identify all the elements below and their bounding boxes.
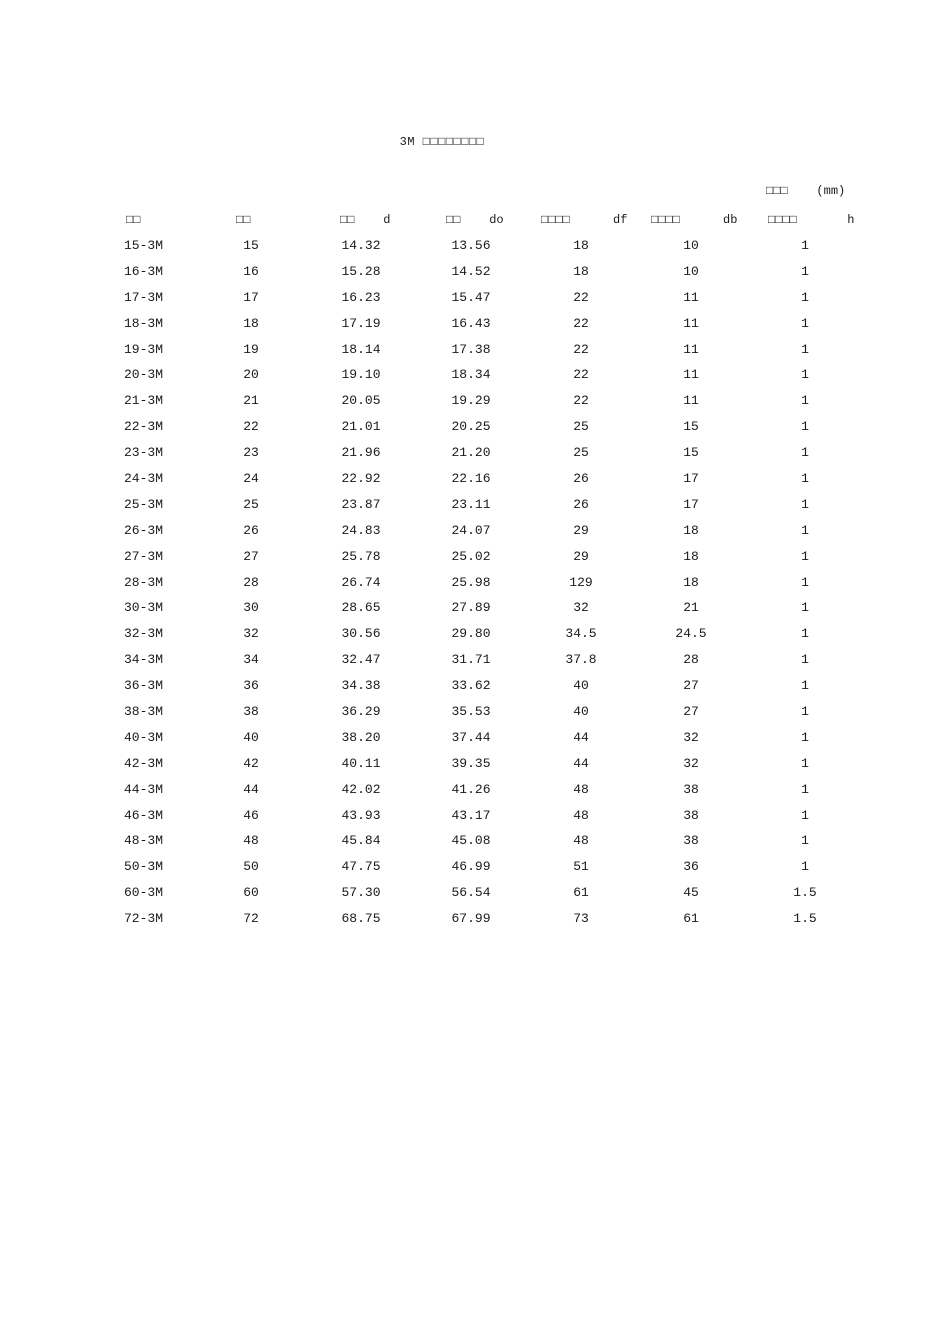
cell-flange-diameter: 22 (573, 341, 589, 357)
header-flange-diameter-symbol: df (613, 213, 628, 227)
cell-outer-diameter: 37.44 (451, 729, 491, 745)
cell-hub-diameter: 18 (683, 548, 699, 564)
cell-outer-diameter: 31.71 (451, 652, 491, 668)
cell-flange-thickness: 1 (801, 341, 809, 357)
cell-teeth: 17 (243, 289, 259, 305)
cell-hub-diameter: 27 (683, 678, 699, 694)
cell-flange-thickness: 1 (801, 859, 809, 875)
cell-flange-thickness: 1 (801, 367, 809, 383)
cell-model: 26-3M (124, 522, 164, 538)
cell-flange-thickness: 1 (801, 238, 809, 253)
cell-outer-diameter: 35.53 (451, 704, 491, 720)
table-row (0, 726, 950, 752)
cell-flange-thickness: 1 (801, 678, 809, 694)
table-row (0, 312, 950, 338)
table-row (0, 571, 950, 597)
cell-teeth: 20 (243, 367, 259, 383)
cell-model: 27-3M (124, 548, 164, 564)
cell-outer-diameter: 29.80 (451, 626, 491, 642)
cell-hub-diameter: 11 (683, 367, 699, 383)
cell-model: 20-3M (124, 367, 164, 383)
table-row (0, 674, 950, 700)
cell-hub-diameter: 17 (683, 471, 699, 487)
cell-hub-diameter: 38 (683, 807, 699, 823)
cell-flange-thickness: 1 (801, 471, 809, 487)
cell-teeth: 19 (243, 341, 259, 357)
cell-pitch-diameter: 40.11 (341, 755, 381, 771)
cell-flange-diameter: 48 (573, 833, 589, 849)
cell-teeth: 25 (243, 496, 259, 512)
cell-hub-diameter: 36 (683, 859, 699, 875)
cell-flange-thickness: 1 (801, 548, 809, 564)
cell-flange-thickness: 1 (801, 755, 809, 771)
cell-hub-diameter: 15 (683, 445, 699, 461)
document-title: 3M □□□□□□□□ (399, 135, 485, 149)
cell-model: 19-3M (124, 341, 164, 357)
cell-flange-thickness: 1 (801, 315, 809, 331)
cell-flange-thickness: 1.5 (793, 885, 817, 901)
cell-outer-diameter: 21.20 (451, 445, 491, 461)
cell-flange-thickness: 1 (801, 496, 809, 512)
cell-teeth: 28 (243, 574, 259, 590)
cell-outer-diameter: 41.26 (451, 781, 491, 797)
cell-outer-diameter: 19.29 (451, 393, 491, 409)
cell-hub-diameter: 45 (683, 885, 699, 901)
cell-hub-diameter: 21 (683, 600, 699, 616)
cell-teeth: 22 (243, 419, 259, 435)
cell-outer-diameter: 25.98 (451, 574, 491, 590)
cell-model: 46-3M (124, 807, 164, 823)
cell-pitch-diameter: 42.02 (341, 781, 381, 797)
cell-pitch-diameter: 23.87 (341, 496, 381, 512)
cell-teeth: 26 (243, 522, 259, 538)
cell-teeth: 48 (243, 833, 259, 849)
table-row (0, 286, 950, 312)
cell-outer-diameter: 27.89 (451, 600, 491, 616)
cell-flange-thickness: 1 (801, 652, 809, 668)
cell-model: 18-3M (124, 315, 164, 331)
cell-teeth: 36 (243, 678, 259, 694)
cell-model: 22-3M (124, 419, 164, 435)
header-hub-diameter-label: □□□□ (651, 213, 680, 227)
cell-hub-diameter: 11 (683, 393, 699, 409)
cell-pitch-diameter: 18.14 (341, 341, 381, 357)
cell-teeth: 15 (243, 238, 259, 253)
cell-outer-diameter: 17.38 (451, 341, 491, 357)
cell-flange-diameter: 48 (573, 807, 589, 823)
cell-pitch-diameter: 30.56 (341, 626, 381, 642)
unit-value: (mm) (816, 184, 846, 198)
cell-hub-diameter: 28 (683, 652, 699, 668)
cell-flange-diameter: 26 (573, 496, 589, 512)
header-teeth (236, 213, 250, 227)
cell-pitch-diameter: 45.84 (341, 833, 381, 849)
cell-hub-diameter: 18 (683, 522, 699, 538)
cell-flange-diameter: 29 (573, 522, 589, 538)
cell-flange-thickness: 1 (801, 600, 809, 616)
table-row (0, 778, 950, 804)
header-model (126, 213, 140, 227)
cell-flange-thickness: 1 (801, 419, 809, 435)
cell-flange-diameter: 129 (569, 574, 593, 590)
unit-note (766, 184, 845, 198)
cell-teeth: 46 (243, 807, 259, 823)
cell-teeth: 34 (243, 652, 259, 668)
cell-pitch-diameter: 24.83 (341, 522, 381, 538)
cell-flange-diameter: 22 (573, 315, 589, 331)
cell-outer-diameter: 39.35 (451, 755, 491, 771)
cell-hub-diameter: 32 (683, 729, 699, 745)
cell-hub-diameter: 10 (683, 238, 699, 253)
cell-flange-thickness: 1 (801, 704, 809, 720)
cell-flange-diameter: 51 (573, 859, 589, 875)
cell-pitch-diameter: 57.30 (341, 885, 381, 901)
cell-flange-thickness: 1 (801, 807, 809, 823)
cell-model: 44-3M (124, 781, 164, 797)
cell-outer-diameter: 15.47 (451, 289, 491, 305)
cell-outer-diameter: 16.43 (451, 315, 491, 331)
cell-pitch-diameter: 34.38 (341, 678, 381, 694)
cell-flange-thickness: 1 (801, 626, 809, 642)
cell-flange-diameter: 22 (573, 393, 589, 409)
cell-flange-thickness: 1 (801, 289, 809, 305)
cell-flange-diameter: 40 (573, 678, 589, 694)
cell-model: 50-3M (124, 859, 164, 875)
cell-pitch-diameter: 26.74 (341, 574, 381, 590)
cell-hub-diameter: 11 (683, 341, 699, 357)
cell-outer-diameter: 22.16 (451, 471, 491, 487)
cell-outer-diameter: 14.52 (451, 263, 491, 279)
table-row (0, 441, 950, 467)
cell-outer-diameter: 24.07 (451, 522, 491, 538)
cell-pitch-diameter: 17.19 (341, 315, 381, 331)
cell-teeth: 72 (243, 911, 259, 927)
cell-model: 28-3M (124, 574, 164, 590)
cell-outer-diameter: 18.34 (451, 367, 491, 383)
header-teeth-label: □□ (236, 213, 251, 227)
cell-flange-diameter: 29 (573, 548, 589, 564)
cell-pitch-diameter: 14.32 (341, 238, 381, 253)
cell-flange-diameter: 37.8 (565, 652, 597, 668)
table-row (0, 234, 950, 260)
header-outer-diameter (446, 213, 504, 227)
cell-flange-diameter: 22 (573, 367, 589, 383)
cell-teeth: 60 (243, 885, 259, 901)
cell-model: 25-3M (124, 496, 164, 512)
table-row (0, 829, 950, 855)
cell-model: 21-3M (124, 393, 164, 409)
cell-hub-diameter: 24.5 (675, 626, 707, 642)
cell-teeth: 23 (243, 445, 259, 461)
cell-flange-diameter: 44 (573, 755, 589, 771)
cell-model: 42-3M (124, 755, 164, 771)
cell-pitch-diameter: 68.75 (341, 911, 381, 927)
cell-model: 30-3M (124, 600, 164, 616)
table-row (0, 545, 950, 571)
cell-hub-diameter: 61 (683, 911, 699, 927)
table-row (0, 596, 950, 622)
header-pitch-diameter (340, 213, 390, 227)
cell-flange-diameter: 48 (573, 781, 589, 797)
cell-pitch-diameter: 15.28 (341, 263, 381, 279)
header-flange-diameter-label: □□□□ (541, 213, 570, 227)
cell-model: 32-3M (124, 626, 164, 642)
cell-teeth: 27 (243, 548, 259, 564)
cell-model: 34-3M (124, 652, 164, 668)
cell-flange-thickness: 1 (801, 445, 809, 461)
cell-outer-diameter: 43.17 (451, 807, 491, 823)
cell-outer-diameter: 67.99 (451, 911, 491, 927)
cell-model: 17-3M (124, 289, 164, 305)
cell-flange-diameter: 25 (573, 419, 589, 435)
unit-label: □□□ (766, 184, 788, 198)
cell-flange-diameter: 34.5 (565, 626, 597, 642)
cell-teeth: 44 (243, 781, 259, 797)
cell-model: 23-3M (124, 445, 164, 461)
cell-hub-diameter: 27 (683, 704, 699, 720)
table-row (0, 493, 950, 519)
cell-outer-diameter: 20.25 (451, 419, 491, 435)
cell-flange-thickness: 1 (801, 729, 809, 745)
cell-pitch-diameter: 28.65 (341, 600, 381, 616)
cell-hub-diameter: 32 (683, 755, 699, 771)
cell-hub-diameter: 11 (683, 289, 699, 305)
cell-hub-diameter: 18 (683, 574, 699, 590)
cell-outer-diameter: 56.54 (451, 885, 491, 901)
table-row (0, 622, 950, 648)
cell-model: 15-3M (124, 238, 164, 253)
table-row (0, 467, 950, 493)
cell-hub-diameter: 38 (683, 833, 699, 849)
header-hub-diameter (651, 213, 737, 227)
cell-hub-diameter: 15 (683, 419, 699, 435)
cell-teeth: 40 (243, 729, 259, 745)
cell-pitch-diameter: 21.01 (341, 419, 381, 435)
cell-teeth: 16 (243, 263, 259, 279)
cell-pitch-diameter: 22.92 (341, 471, 381, 487)
cell-model: 60-3M (124, 885, 164, 901)
table-row (0, 648, 950, 674)
cell-pitch-diameter: 16.23 (341, 289, 381, 305)
header-flange-thickness-symbol: h (847, 213, 855, 227)
cell-model: 38-3M (124, 704, 164, 720)
cell-flange-diameter: 40 (573, 704, 589, 720)
cell-flange-diameter: 18 (573, 263, 589, 279)
table-row (0, 752, 950, 778)
cell-flange-diameter: 32 (573, 600, 589, 616)
header-pitch-diameter-symbol: d (383, 213, 391, 227)
cell-pitch-diameter: 20.05 (341, 393, 381, 409)
cell-hub-diameter: 38 (683, 781, 699, 797)
cell-pitch-diameter: 32.47 (341, 652, 381, 668)
cell-outer-diameter: 33.62 (451, 678, 491, 694)
table-row (0, 519, 950, 545)
cell-pitch-diameter: 38.20 (341, 729, 381, 745)
cell-flange-diameter: 26 (573, 471, 589, 487)
cell-outer-diameter: 23.11 (451, 496, 491, 512)
table-row (0, 855, 950, 881)
cell-flange-thickness: 1.5 (793, 911, 817, 927)
header-flange-thickness-label: □□□□ (768, 213, 797, 227)
header-model-label: □□ (126, 213, 141, 227)
cell-pitch-diameter: 43.93 (341, 807, 381, 823)
cell-pitch-diameter: 36.29 (341, 704, 381, 720)
cell-pitch-diameter: 47.75 (341, 859, 381, 875)
cell-model: 72-3M (124, 911, 164, 927)
cell-teeth: 38 (243, 704, 259, 720)
table-row (0, 260, 950, 286)
table-row (0, 363, 950, 389)
cell-teeth: 24 (243, 471, 259, 487)
cell-model: 16-3M (124, 263, 164, 279)
cell-outer-diameter: 46.99 (451, 859, 491, 875)
header-hub-diameter-symbol: db (723, 213, 738, 227)
cell-flange-thickness: 1 (801, 574, 809, 590)
cell-outer-diameter: 25.02 (451, 548, 491, 564)
cell-model: 48-3M (124, 833, 164, 849)
cell-flange-thickness: 1 (801, 781, 809, 797)
header-outer-diameter-label: □□ (446, 213, 461, 227)
cell-teeth: 30 (243, 600, 259, 616)
cell-flange-thickness: 1 (801, 263, 809, 279)
table-row (0, 389, 950, 415)
cell-model: 36-3M (124, 678, 164, 694)
cell-hub-diameter: 11 (683, 315, 699, 331)
cell-teeth: 32 (243, 626, 259, 642)
cell-pitch-diameter: 19.10 (341, 367, 381, 383)
cell-flange-diameter: 18 (573, 238, 589, 253)
header-pitch-diameter-label: □□ (340, 213, 355, 227)
header-flange-diameter (541, 213, 627, 227)
cell-pitch-diameter: 21.96 (341, 445, 381, 461)
cell-flange-thickness: 1 (801, 522, 809, 538)
cell-outer-diameter: 45.08 (451, 833, 491, 849)
header-flange-thickness (768, 213, 854, 227)
cell-flange-diameter: 44 (573, 729, 589, 745)
cell-flange-diameter: 25 (573, 445, 589, 461)
cell-teeth: 21 (243, 393, 259, 409)
cell-teeth: 42 (243, 755, 259, 771)
header-outer-diameter-symbol: do (489, 213, 504, 227)
table-row (0, 804, 950, 830)
table-row (0, 881, 950, 907)
cell-flange-thickness: 1 (801, 393, 809, 409)
cell-model: 40-3M (124, 729, 164, 745)
cell-flange-diameter: 61 (573, 885, 589, 901)
table-row (0, 700, 950, 726)
cell-teeth: 50 (243, 859, 259, 875)
table-row (0, 338, 950, 364)
pulley-table (0, 234, 950, 933)
table-row (0, 415, 950, 441)
cell-flange-thickness: 1 (801, 833, 809, 849)
cell-hub-diameter: 10 (683, 263, 699, 279)
cell-outer-diameter: 13.56 (451, 238, 491, 253)
cell-hub-diameter: 17 (683, 496, 699, 512)
table-row (0, 907, 950, 933)
cell-flange-diameter: 73 (573, 911, 589, 927)
cell-pitch-diameter: 25.78 (341, 548, 381, 564)
cell-flange-diameter: 22 (573, 289, 589, 305)
cell-model: 24-3M (124, 471, 164, 487)
cell-teeth: 18 (243, 315, 259, 331)
